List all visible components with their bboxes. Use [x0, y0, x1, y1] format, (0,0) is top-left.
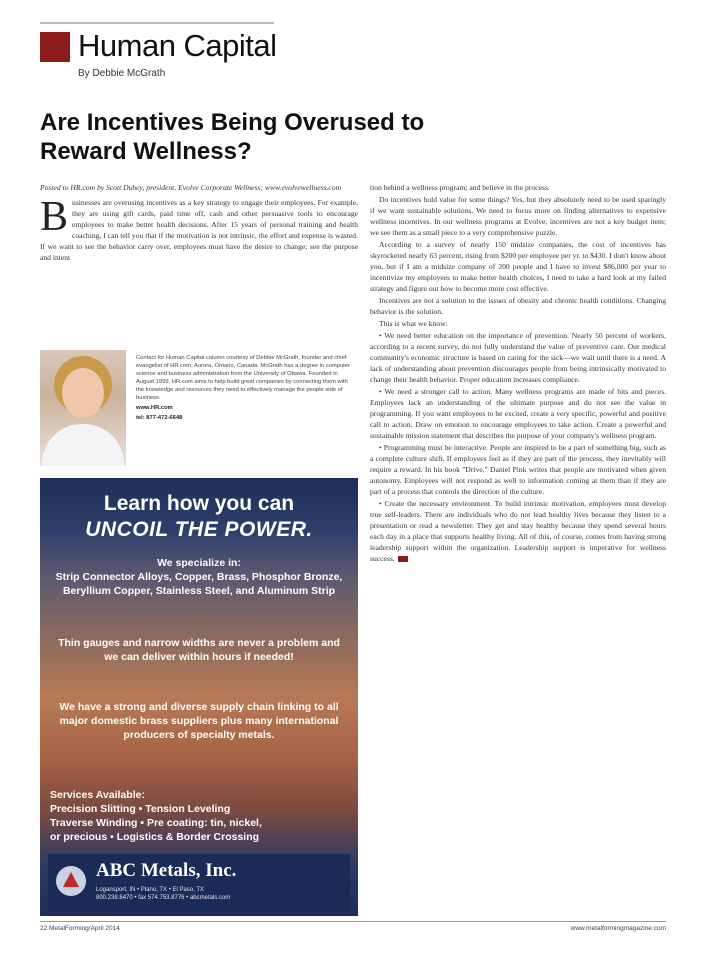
intro-text: usinesses are overusing incentives as a key strategy to engage their employees. For example, they are using gift cards, paid time off, cash and other persuasive tools to encourage employees to make better health decisions. After 15 years of personal training and health coaching, I can tell you that if the motivation is not intrinsic, the effort and expense is wasted. If we want to see the behavior carry over, employees must have the desire to change; see the purpose and intent: [40, 198, 358, 262]
body-paragraph: Do incentives hold value for some things? Yes, but they absolutely need to be used sparingly if we want sustainable solutions. We need to focus more on finding alternatives to expensive wellness incentives. In our wellness programs at Evolve, incentives are not a key budget item; we see them as a small piece to a very comprehensive puzzle.: [370, 195, 666, 237]
ad-services: [50, 788, 350, 844]
body-paragraph: • We need a stronger call to action. Many wellness programs are made of bits and pieces. Employees lack an understanding of the ultimate purpose and do not see the value in programming. If you want employees to be excited, create a very specific, powerful and positive call to action. Draw on emotion to encourage employees to take action. Create a powerful and sustainable mission statement that describes the purpose of your company's wellness program.: [370, 387, 666, 440]
author-bio-box: [40, 350, 358, 468]
top-rule: [40, 22, 274, 24]
ad-phone-web: 800.238.8470 • fax 574.753.8776 • abcmetals.com: [96, 895, 231, 901]
bio-phone: tel: 877-472-6648: [136, 415, 183, 421]
intro-paragraph: [40, 194, 358, 263]
ad-company-name: ABC Metals, Inc.: [96, 860, 237, 881]
body-paragraph: Incentives are not a solution to the issues of obesity and chronic health conditions. Changing behavior is the solution.: [370, 296, 666, 316]
left-column: [40, 182, 358, 342]
advertisement: [40, 478, 358, 916]
ad-supply-text: We have a strong and diverse supply chain linking to all major domestic brass suppliers plus many international producers of specialty metals.: [59, 701, 339, 741]
body-paragraph: According to a survey of nearly 150 midsize companies, the cost of incentives has skyrocketed nearly 63 percent, rising from $200 per employee per yr. to $430. I don't know about you, but if I am a midsize company of 200 people and I have to invest $86,000 per year to incentivize my employees to make better health choices, I need to take a hard look at my failed strategy and figure out how to become more cost effective.: [370, 240, 666, 293]
footer-rule: [40, 921, 666, 922]
ad-services-line: or precious • Logistics & Border Crossing: [50, 831, 260, 843]
ad-services-line: Traverse Winding • Pre coating: tin, nickel,: [50, 817, 262, 829]
company-logo-icon: [56, 866, 86, 896]
ad-headline-2: UNCOIL THE POWER.: [85, 518, 313, 541]
body-paragraph: This is what we know:: [379, 319, 448, 328]
ad-logo-band: [48, 854, 350, 912]
ad-contact-info: [96, 886, 346, 902]
footer-website: www.metalformingmagazine.com: [570, 925, 666, 932]
bio-website: www.HR.com: [136, 405, 173, 411]
article-headline: Are Incentives Being Overused to Reward Wellness?: [40, 109, 425, 165]
drop-cap: B: [40, 194, 69, 240]
ad-headline-1: Learn how you can: [103, 492, 295, 515]
posted-credit: Posted to HR.com by Scott Dubey, president, Evolve Corporate Wellness; www.evolvewellness.com: [40, 183, 342, 192]
footer-folio: 22 MetalForming/April 2014: [40, 925, 120, 932]
body-paragraph: • Create the necessary environment. To build intrinsic motivation, employees must develop true self-leaders. There are individuals who do not lead healthy lives because they listen to a presentation or read a newsletter. They get and stay healthy because they spend several hours each day in a place that supports healthy living. All of this, of course, comes from having strong leadership support within the organization. Leadership support is imperative for wellness success.: [370, 499, 666, 563]
right-column: [370, 182, 666, 917]
section-title: Human Capital: [78, 28, 277, 63]
ad-services-title: Services Available:: [50, 789, 145, 801]
ad-specialize-body: Strip Connector Alloys, Copper, Brass, Phosphor Bronze, Beryllium Copper, Stainless Steel, and Aluminum Strip: [55, 571, 343, 597]
bio-description: Contact for Human Capital column courtesy of Debbie McGrath, founder and chief evangelist of HR.com, Aurora, Ontario, Canada. McGrath has a degree in computer science and business administration from the University of Ottawa. Founded in August 1999, HR.com aims to help build great companies by connecting them with the knowledge and resources they need to effectively manage the people side of business.: [136, 355, 350, 401]
ad-specialize: [50, 556, 348, 598]
section-byline: By Debbie McGrath: [78, 68, 166, 79]
author-photo: [40, 350, 126, 466]
ad-locations: Logansport, IN • Plano, TX • El Paso, TX: [96, 887, 205, 893]
ad-specialize-intro: We specialize in:: [157, 557, 241, 569]
body-paragraph: • We need better education on the importance of prevention. Nearly 50 percent of workers, according to a recent survey, do not fully understand the value of preventive care. Our medical community's economic structure is based on caring for the sick—we wait until there is a need. A lack of understanding about prevention discourages people from being intrinsically motivated to change their health behavior. Proper education increases compliance.: [370, 331, 666, 384]
ad-gauge-text: Thin gauges and narrow widths are never a problem and we can deliver within hours if needed!: [58, 637, 340, 663]
section-color-block: [40, 32, 70, 62]
body-paragraph: tion behind a wellness program; and believe in the process.: [370, 183, 550, 192]
end-mark-icon: [398, 556, 408, 562]
ad-services-line: Precision Slitting • Tension Leveling: [50, 803, 231, 815]
body-paragraph: • Programming must be interactive. People are inspired to be a part of something big, such as a complete culture shift. If employees feel as if they are part of the process, they inevitably will require a reward. In his book "Drive," Daniel Pink writes that people are motivated when given autonomy. Employees will not respond as well to information coming at them than if they are part of a process that controls the direction of the culture.: [370, 443, 666, 496]
author-bio-text: [136, 354, 354, 422]
